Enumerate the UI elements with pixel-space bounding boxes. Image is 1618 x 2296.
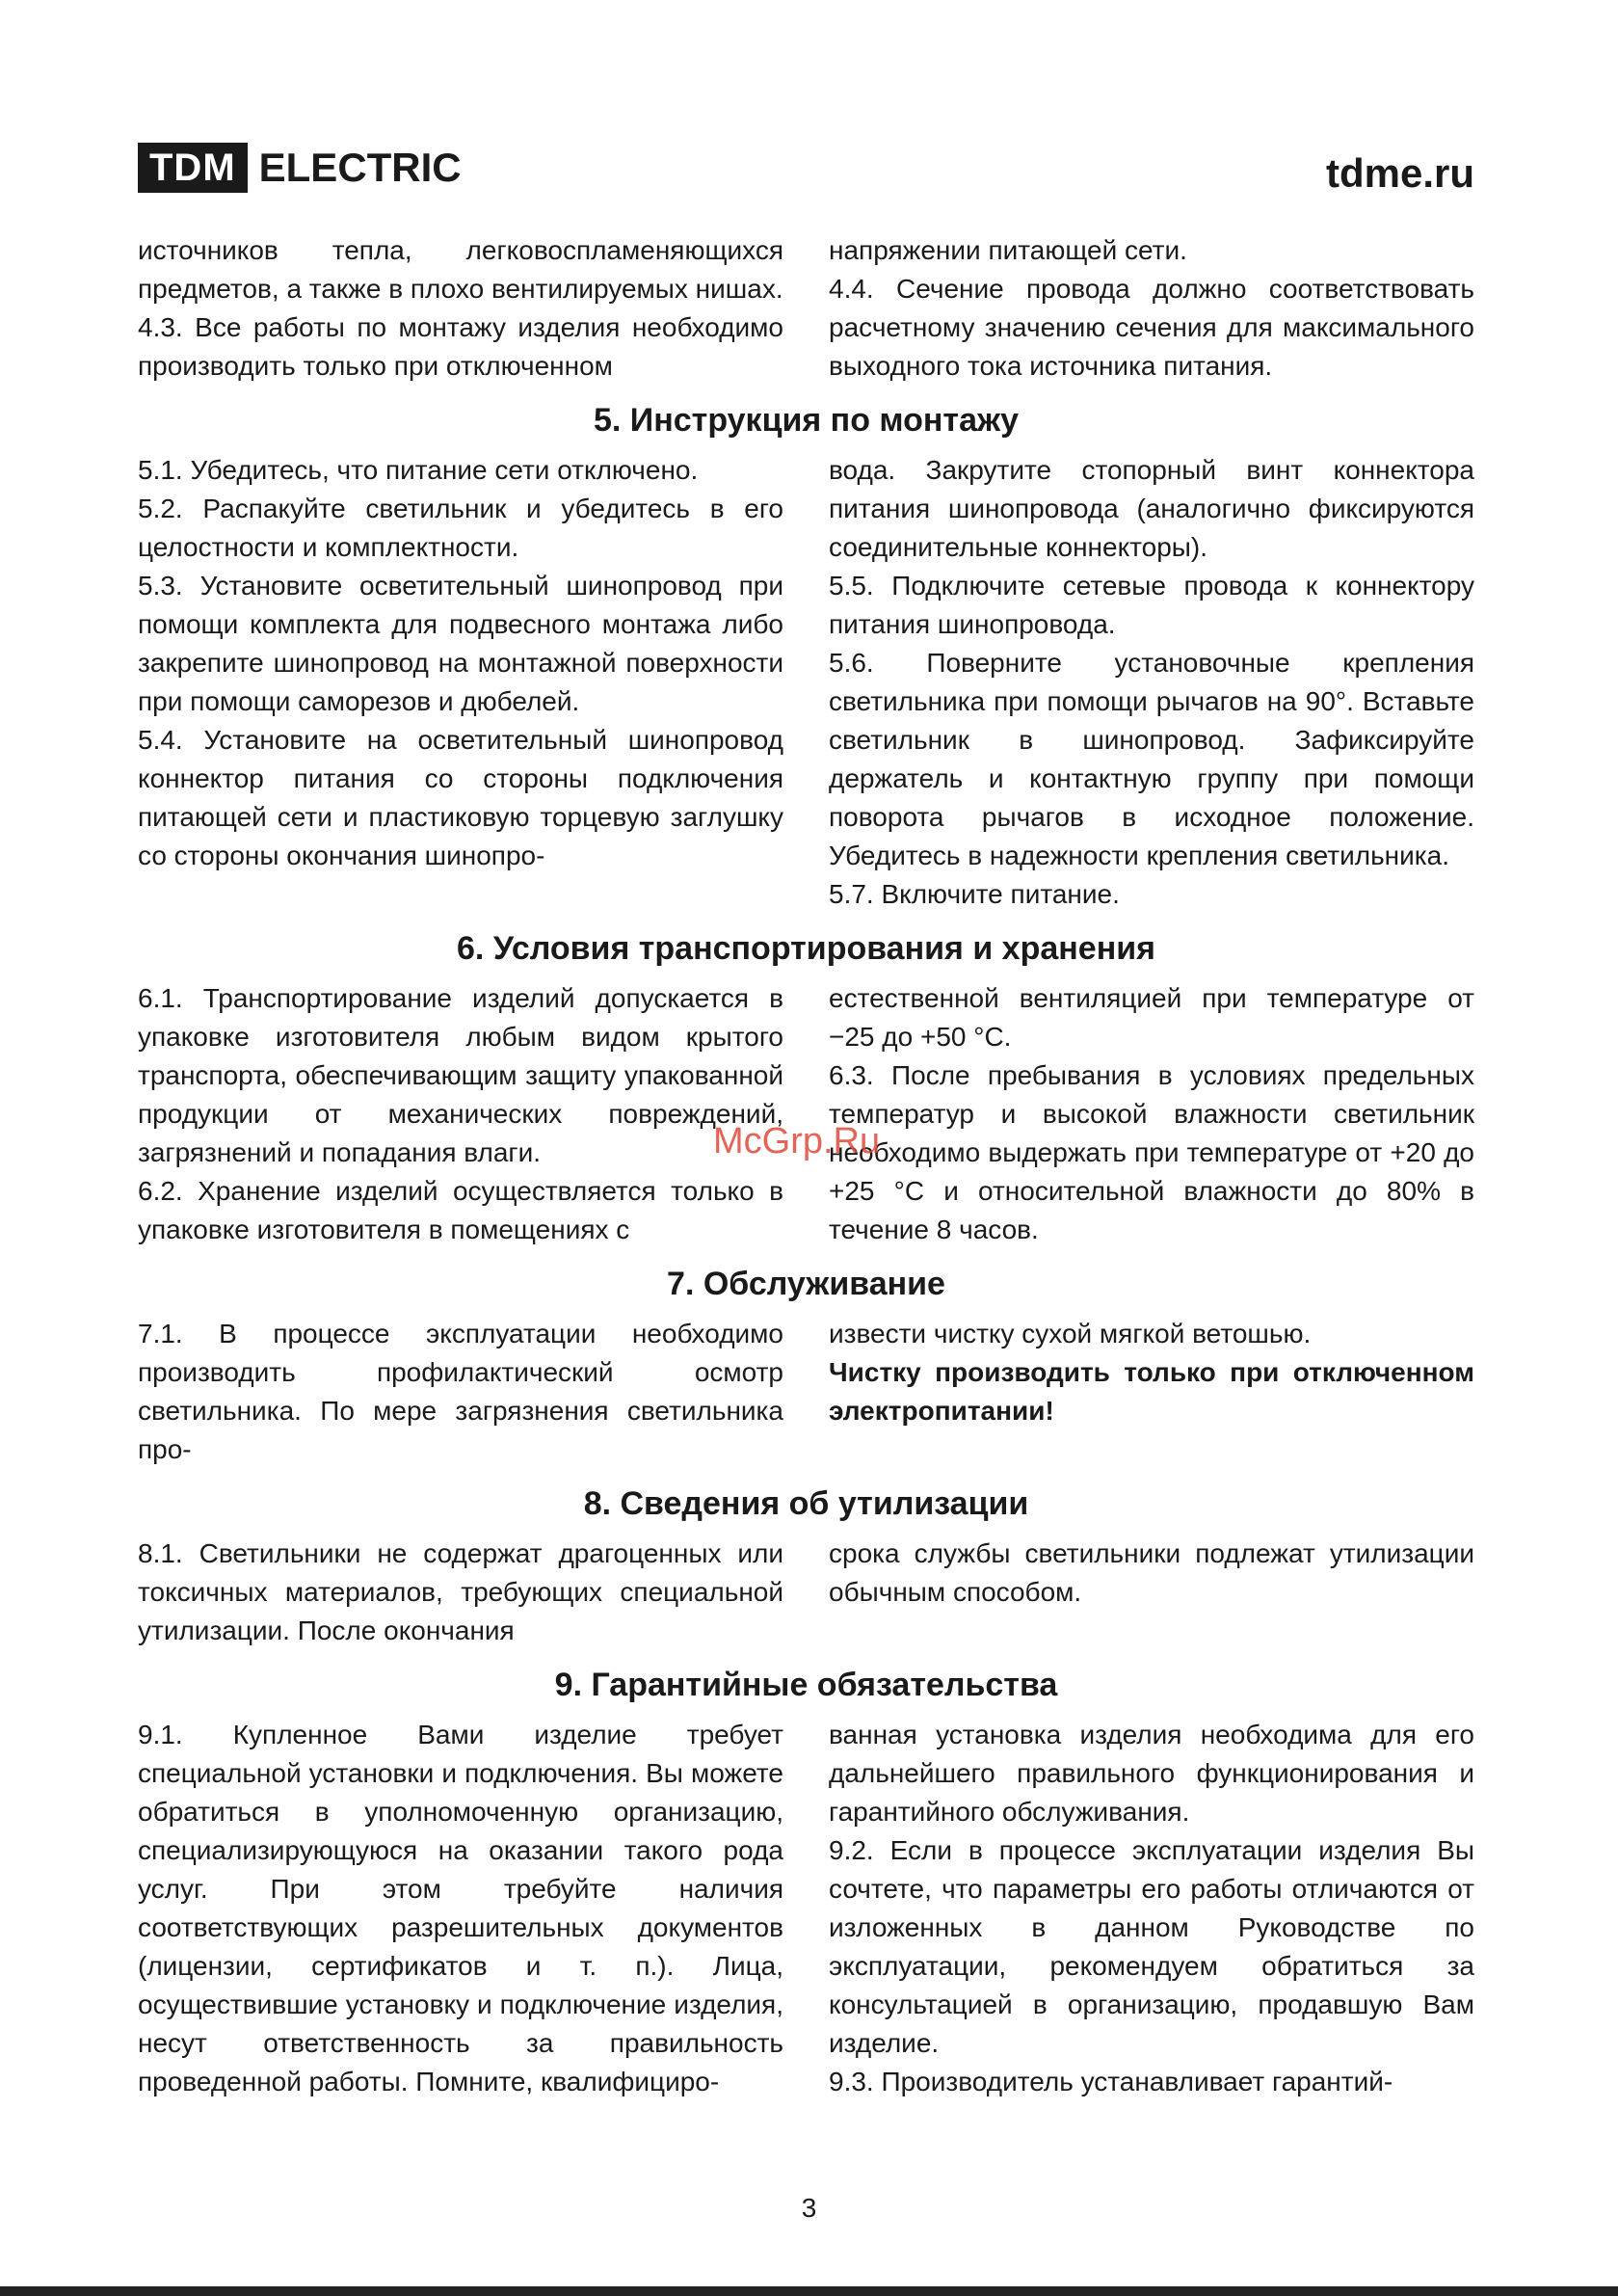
paragraph: 8.1. Светильники не содержат драгоценных или токсичных материалов, требующих специальной утилизации. После окончания bbox=[138, 1538, 783, 1645]
section-columns bbox=[138, 1716, 1474, 2101]
brand-logo bbox=[138, 143, 462, 193]
left-column bbox=[138, 1535, 783, 1650]
page-header bbox=[138, 143, 1474, 200]
paragraph: 5.4. Установите на осветительный шинопровод коннектор питания со стороны подключения питающей сети и пластиковую торцевую заглушку со стороны окончания шинопро- bbox=[138, 725, 783, 870]
logo-word: ELECTRIC bbox=[258, 145, 462, 190]
paragraph: 5.6. Поверните установочные крепления светильника при помощи рычагов на 90°. Вставьте светильник в шинопровод. Зафиксируйте держатель и контактную группу при помощи поворота рычагов в исходное положение. Убедитесь в надежности крепления светильника. bbox=[829, 648, 1474, 870]
section-title: 6. Условия транспортирования и хранения bbox=[457, 930, 1155, 967]
left-column bbox=[138, 979, 783, 1249]
left-column bbox=[138, 1315, 783, 1469]
paragraph: 4.4. Сечение провода должно соответствовать расчетному значению сечения для максимального выходного тока источника питания. bbox=[829, 274, 1474, 381]
section-columns bbox=[138, 1315, 1474, 1469]
paragraph: 5.3. Установите осветительный шинопровод при помощи комплекта для подвесного монтажа либо закрепите шинопровод на монтажной поверхности при помощи саморезов и дюбелей. bbox=[138, 571, 783, 716]
paragraph: 6.2. Хранение изделий осуществляется только в упаковке изготовителя в помещениях с bbox=[138, 1176, 783, 1244]
paragraph: 9.1. Купленное Вами изделие требует специальной установки и подключения. Вы можете обратиться в уполномоченную организацию, специализирующуюся на оказании такого рода услуг. При этом требуйте наличия соответствующих разрешительных документов (лицензии, сертификатов и т. п.). Лица, осуществившие установку и подключение изделия, несут ответственность за правильность проведенной работы. Помните, квалифициро- bbox=[138, 1720, 783, 2096]
section-title: 5. Инструкция по монтажу bbox=[593, 402, 1019, 439]
paragraph: срока службы светильники подлежат утилизации обычным способом. bbox=[829, 1538, 1474, 1607]
page-number: 3 bbox=[801, 2193, 817, 2223]
right-column bbox=[829, 1716, 1474, 2101]
section-columns bbox=[138, 451, 1474, 914]
paragraph: 7.1. В процессе эксплуатации необходимо производить профилактический осмотр светильника. По мере загрязнения светильника про- bbox=[138, 1319, 783, 1464]
paragraph: 5.7. Включите питание. bbox=[829, 879, 1120, 909]
left-column bbox=[138, 1716, 783, 2101]
paragraph: ванная установка изделия необходима для его дальнейшего правильного функционирования и гарантийного обслуживания. bbox=[829, 1720, 1474, 1827]
paragraph: вода. Закрутите стопорный винт коннектора питания шинопровода (аналогично фиксируются соединительные коннекторы). bbox=[829, 455, 1474, 562]
paragraph: 9.3. Производитель устанавливает гарантий- bbox=[829, 2067, 1393, 2096]
warning-note: Чистку производить только при отключенном электропитании! bbox=[829, 1357, 1474, 1426]
paragraph: 5.1. Убедитесь, что питание сети отключено. bbox=[138, 455, 699, 485]
paragraph: 5.5. Подключите сетевые провода к коннектору питания шинопровода. bbox=[829, 571, 1474, 639]
watermark-text: McGrp.Ru bbox=[713, 1121, 881, 1161]
right-column bbox=[829, 1315, 1474, 1469]
paragraph: извести чистку сухой мягкой ветошью. bbox=[829, 1319, 1312, 1348]
logo-box: TDM bbox=[138, 143, 248, 193]
paragraph: источников тепла, легковоспламеняющихся предметов, а также в плохо вентилируемых нишах. bbox=[138, 235, 783, 304]
right-column bbox=[829, 451, 1474, 914]
paragraph: 6.3. После пребывания в условиях предельных температур и высокой влажности светильник необходимо выдержать при температуре от +20 до +25 °С и относительной влажности до 80% в течение 8 часов. bbox=[829, 1060, 1474, 1244]
document-body bbox=[138, 231, 1474, 2101]
paragraph: 6.1. Транспортирование изделий допускается в упаковке изготовителя любым видом крытого транспорта, обеспечивающим защиту упакованной продукции от механических повреждений, загрязнений и попадания влаги. bbox=[138, 983, 783, 1167]
site-url: tdme.ru bbox=[1325, 150, 1474, 196]
section-columns bbox=[138, 979, 1474, 1249]
intro-columns bbox=[138, 231, 1474, 386]
paragraph: 9.2. Если в процессе эксплуатации изделия Вы сочтете, что параметры его работы отличаются от изложенных в данном Руководстве по эксплуатации, рекомендуем обратиться за консультацией в организацию, продавшую Вам изделие. bbox=[829, 1835, 1474, 2058]
paragraph: напряжении питающей сети. bbox=[829, 235, 1187, 265]
paragraph: 5.2. Распакуйте светильник и убедитесь в его целостности и комплектности. bbox=[138, 494, 783, 562]
paragraph: 4.3. Все работы по монтажу изделия необходимо производить только при отключенном bbox=[138, 312, 783, 381]
intro-right-column bbox=[829, 231, 1474, 386]
right-column bbox=[829, 979, 1474, 1249]
section-title: 8. Сведения об утилизации bbox=[583, 1485, 1029, 1522]
bottom-divider bbox=[0, 2286, 1618, 2296]
right-column bbox=[829, 1535, 1474, 1650]
paragraph: естественной вентиляцией при температуре от −25 до +50 °С. bbox=[829, 983, 1474, 1052]
section-columns bbox=[138, 1535, 1474, 1650]
intro-left-column bbox=[138, 231, 783, 386]
left-column bbox=[138, 451, 783, 914]
section-title: 9. Гарантийные обязательства bbox=[554, 1667, 1058, 1703]
section-title: 7. Обслуживание bbox=[667, 1266, 945, 1302]
